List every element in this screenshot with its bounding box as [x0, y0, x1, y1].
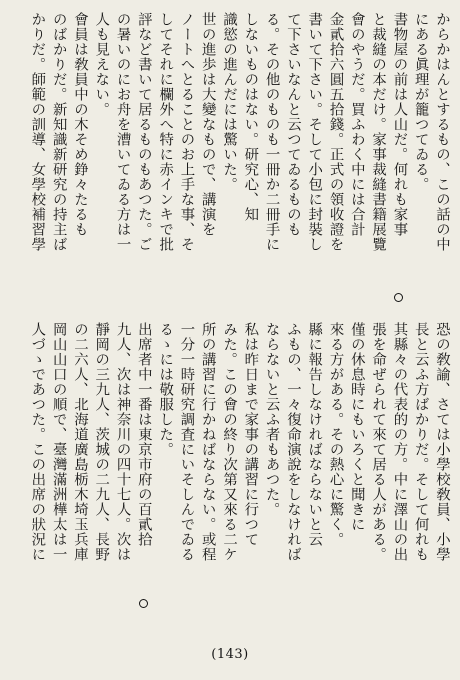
text-line: 金貳拾六圓五拾錢。正式の領收證を [327, 12, 344, 252]
section-circle-mark [139, 599, 148, 608]
text-line: してそれに欄外へ特に赤インキで批 [157, 12, 174, 252]
text-line: のばかりだ。新知識新研究の持主ば [50, 12, 67, 252]
text-line: にある眞理が籠つてゐる。 [412, 12, 429, 192]
text-line: 私は昨日まで家事の講習に行つて [242, 322, 259, 547]
text-line: 會のやうだ。買ふわく中には合計 [348, 12, 365, 237]
text-line: 出席者中一番は東京市府の百貳拾 [135, 322, 152, 547]
text-line: 書いて下さい。そして小包に封裝し [306, 12, 323, 252]
text-line: 人づゝであつた。この出席の狀況に [29, 322, 46, 562]
text-line: かりだ。師範の訓導、女學校補習學 [29, 12, 46, 252]
text-line: ならないと云ふ者もあつた。 [263, 322, 280, 517]
lower-text-block [28, 322, 452, 614]
text-line: 其縣々の代表的の方。中に澤山の出 [391, 322, 408, 562]
text-line: る。その他のものも一冊か二冊手に [263, 12, 280, 252]
text-line: 會員は敎員中の木そめ錚々たるも [71, 12, 88, 237]
text-line: 書物屋の前は人山だ。何れも家事 [391, 12, 408, 237]
text-line: ノートへとることのお上手な事、そ [178, 12, 195, 252]
text-line: ふもの、一々復命演說をしなければ [284, 322, 301, 562]
text-line: の暑いのにお舟を漕いてゐる方は一 [114, 12, 131, 252]
text-line: の二六人、北海道廣島栃木埼玉兵庫 [71, 322, 88, 562]
text-line: 九人、次は神奈川の四十七人。次は [114, 322, 131, 562]
text-line: みた。この會の終り次第又來る二ケ [221, 322, 238, 562]
text-line: るゝには敬服した。 [157, 322, 174, 457]
text-line: からかはんとするもの、この話の中 [434, 12, 450, 252]
text-line: 僅の休息時にもいろくと聞きに [348, 322, 365, 532]
text-line: 一分一時研究調査にいそしんでゐる [178, 322, 195, 562]
text-line: 世の進歩は大變なもので、講演を [199, 12, 216, 237]
text-line: 來る方がある。その熱心に驚く。 [327, 322, 344, 547]
text-line: 縣に報告しなければならないと云 [306, 322, 323, 547]
text-line: 人も見えない。 [93, 12, 110, 117]
text-line: 所の講習に行かねばならない。或程 [199, 322, 216, 562]
text-line: て下さいなんと云つてゐるものも [284, 12, 301, 237]
text-line: と裁縫の本だけ。家事裁縫書籍展覽 [370, 12, 387, 252]
upper-text-block [28, 12, 452, 308]
text-line: 評など書いて居るものもあつた。ご [135, 12, 152, 252]
page-number: (143) [211, 647, 249, 662]
text-line: 長と云ふ方ばかりだ。そして何れも [412, 322, 429, 562]
text-line: 靜岡の三九人、茨城の二九人、長野 [93, 322, 110, 562]
text-line: 岡山山口の順で、臺灣滿洲樺太は一 [50, 322, 67, 562]
text-line: 識慾の進んだには驚いた。 [221, 12, 238, 192]
text-line: 恐の敎諭、さては小學校敎員、小學 [434, 322, 450, 562]
text-line: しないものはない。研究心、知 [242, 12, 259, 222]
text-line: 張を命ぜられて來て居る人がある。 [370, 322, 387, 562]
